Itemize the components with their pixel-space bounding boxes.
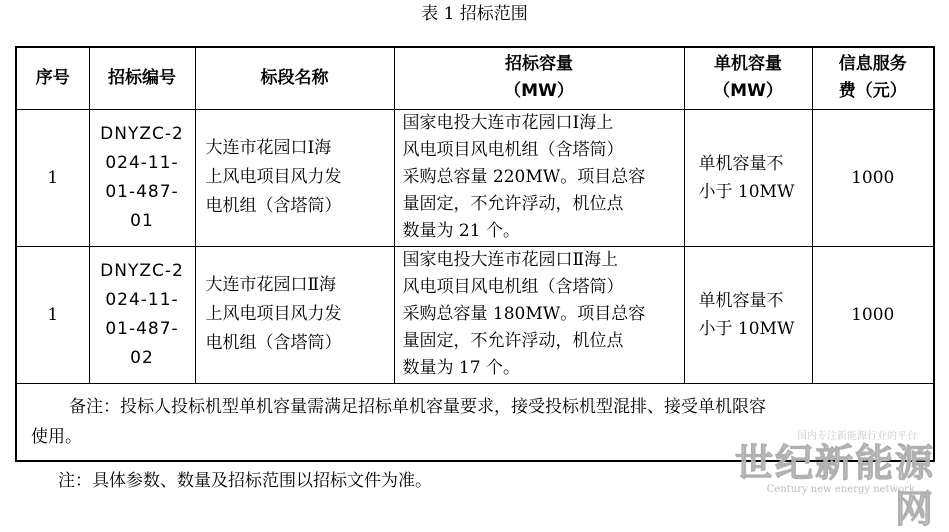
- table-caption: 表 1 招标范围: [421, 4, 528, 24]
- row-section-name: [195, 109, 394, 246]
- header-capacity-line2: （MW）: [504, 81, 574, 102]
- desc-line: 风电项目风电机组（含塔筒）: [402, 140, 624, 160]
- code-line: 01-487-: [105, 318, 179, 339]
- remark-line: 使用。: [31, 426, 82, 447]
- code-line: DNYZC-2: [100, 123, 184, 144]
- header-fee: [812, 47, 934, 109]
- unit-line: 单机容量不: [698, 153, 784, 174]
- row-index: 1: [16, 246, 89, 383]
- desc-line: 量固定，不允许浮动，机位点: [402, 194, 624, 214]
- code-line: 01-487-: [105, 181, 179, 202]
- desc-line: 量固定，不允许浮动，机位点: [402, 331, 624, 351]
- row-fee: 1000: [812, 109, 934, 246]
- unit-line: 单机容量不: [698, 290, 784, 311]
- name-line: 上风电项目风力发: [205, 167, 342, 187]
- unit-line: 小于 10MW: [698, 318, 795, 339]
- row-fee: 1000: [812, 246, 934, 383]
- header-unit-line1: 单机容量: [714, 54, 782, 75]
- name-line: 大连市花园口Ⅱ海: [205, 275, 337, 295]
- row-code: [89, 109, 195, 246]
- desc-line: 数量为 21 个。: [402, 221, 520, 241]
- row-unit-capacity: [684, 109, 812, 246]
- table-row: [16, 246, 934, 383]
- watermark-logo: [720, 420, 945, 531]
- name-line: 上风电项目风力发: [205, 304, 342, 324]
- header-fee-line1: 信息服务: [838, 54, 907, 75]
- header-capacity-line1: 招标容量: [505, 54, 573, 75]
- footnote: 注：具体参数、数量及招标范围以招标文件为准。: [58, 471, 432, 491]
- header-capacity: [394, 47, 684, 109]
- row-capacity-desc: [394, 109, 684, 246]
- table-row: [16, 109, 934, 246]
- header-unit-line2: （MW）: [713, 81, 783, 102]
- code-line: 024-11-: [105, 289, 179, 310]
- desc-line: 国家电投大连市花园口Ⅰ海上: [402, 113, 614, 133]
- watermark-subtitle: Century new energy network: [766, 484, 915, 495]
- name-line: 电机组（含塔筒）: [205, 333, 342, 353]
- header-index: 序号: [16, 47, 89, 109]
- header-code: 招标编号: [89, 47, 195, 109]
- remark-line: 备注：投标人投标机型单机容量需满足招标单机容量要求，接受投标机型混排、接受单机限容: [69, 396, 766, 417]
- header-name: 标段名称: [195, 47, 394, 109]
- code-line: 01: [130, 210, 154, 231]
- row-section-name: [195, 246, 394, 383]
- watermark-tagline: 国内专注新能源行业的平台: [797, 431, 917, 442]
- desc-line: 国家电投大连市花园口Ⅱ海上: [402, 250, 619, 270]
- row-index: 1: [16, 109, 89, 246]
- desc-line: 采购总容量 220MW。项目总容: [402, 167, 646, 187]
- row-capacity-desc: [394, 246, 684, 383]
- name-line: 大连市花园口Ⅰ海: [205, 138, 332, 158]
- row-code: [89, 246, 195, 383]
- header-unit-capacity: [684, 47, 812, 109]
- code-line: 024-11-: [105, 152, 179, 173]
- row-unit-capacity: [684, 246, 812, 383]
- watermark-title: 世纪新能源网: [734, 441, 935, 531]
- desc-line: 采购总容量 180MW。项目总容: [402, 304, 646, 324]
- code-line: 02: [130, 347, 154, 368]
- desc-line: 风电项目风电机组（含塔筒）: [402, 277, 624, 297]
- code-line: DNYZC-2: [100, 260, 184, 281]
- desc-line: 数量为 17 个。: [402, 358, 520, 378]
- unit-line: 小于 10MW: [698, 181, 795, 202]
- bid-scope-table: [15, 46, 935, 462]
- name-line: 电机组（含塔筒）: [205, 196, 342, 216]
- table-header-row: [16, 47, 934, 109]
- header-fee-line2: 费（元）: [838, 81, 907, 102]
